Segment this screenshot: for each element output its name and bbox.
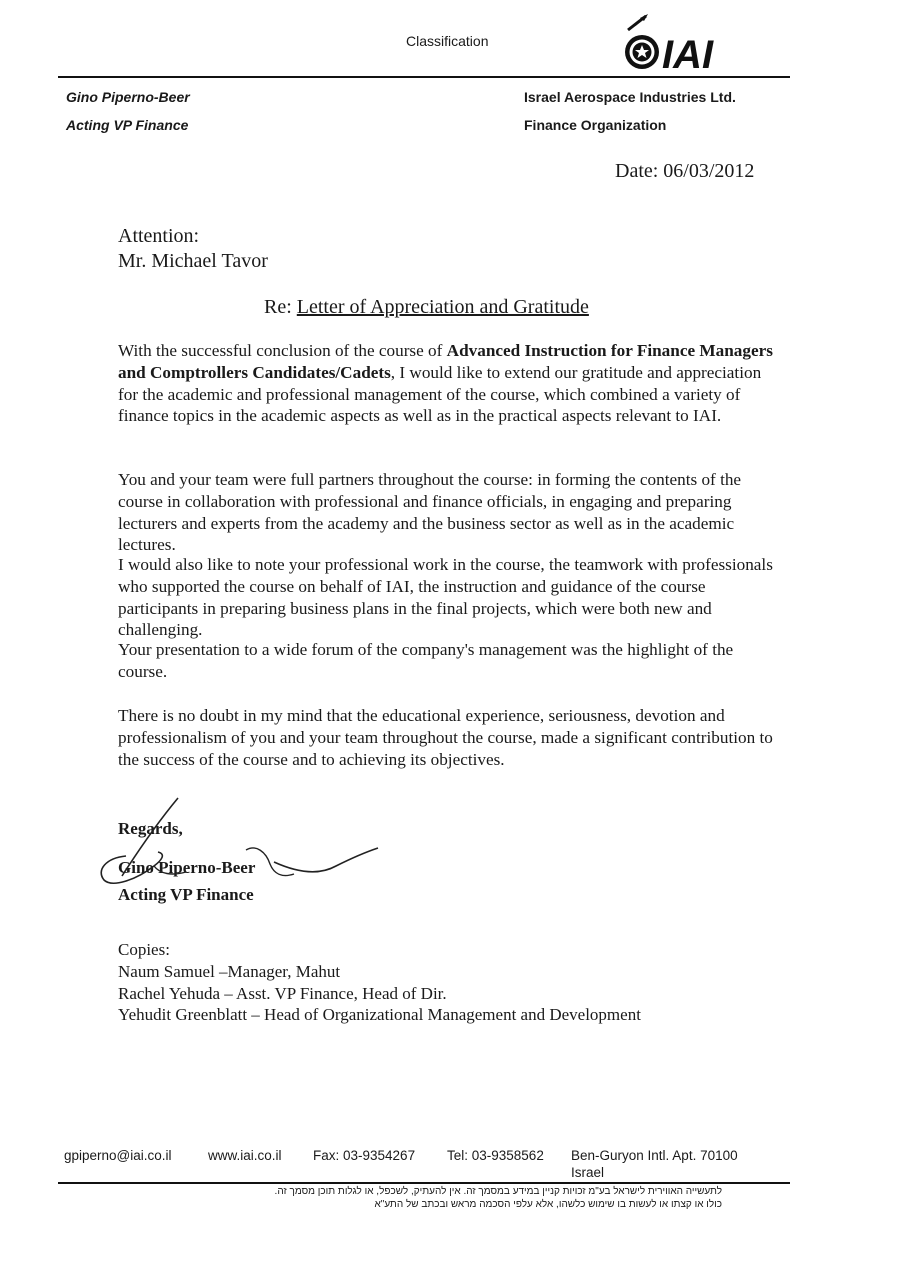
header-divider bbox=[58, 76, 790, 78]
signatory-name: Gino Piperno-Beer bbox=[118, 858, 256, 877]
footer-phone: Tel: 03-9358562 bbox=[447, 1148, 544, 1163]
subject-text: Letter of Appreciation and Gratitude bbox=[296, 296, 589, 318]
logo-text: IAI bbox=[662, 33, 714, 74]
body-paragraph-4: Your presentation to a wide forum of the company's management was the highlight of the course. bbox=[118, 640, 734, 681]
body-paragraph-5: There is no doubt in my mind that the educational experience, seriousness, devotion and professionalism of you and your team throughout the course, made a significant contribution to the success of the course and to achieving its objectives. bbox=[118, 706, 773, 769]
footer-website: www.iai.co.il bbox=[208, 1148, 282, 1163]
body-paragraph-2: You and your team were full partners throughout the course: in forming the contents of the course in collaboration with professional and finance officials, in engaging and preparing lecturers and experts from the academy and the business sector as well as in the academic lectures. bbox=[118, 470, 742, 555]
footer-email: gpiperno@iai.co.il bbox=[64, 1148, 172, 1163]
letter-date: Date: 06/03/2012 bbox=[615, 160, 755, 182]
sender-name: Gino Piperno-Beer bbox=[66, 89, 190, 105]
subject-line bbox=[264, 296, 589, 319]
body-paragraph-1 bbox=[118, 340, 778, 427]
p1-intro: With the successful conclusion of the course of bbox=[118, 341, 447, 360]
copy-recipient: Rachel Yehuda – Asst. VP Finance, Head of Dir. bbox=[118, 984, 447, 1003]
hebrew-notice-line-2: כולו או קצתו או לעשות בו שימוש כלשהו, אלא עלפי הסכמה מראש ובכתב של התע"א bbox=[374, 1199, 722, 1210]
p1-continuation: , I would like to extend our gratitude and appreciation for the academic and professional management of the course, which combined a variety of finance topics in the academic aspects as well as in the practical aspects relevant to IAI. bbox=[118, 362, 762, 426]
footer-fax: Fax: 03-9354267 bbox=[313, 1148, 416, 1163]
subject-prefix: Re: bbox=[264, 296, 292, 318]
classification-label: Classification bbox=[406, 33, 489, 49]
signatory-title: Acting VP Finance bbox=[118, 885, 254, 904]
iai-logo bbox=[618, 10, 728, 74]
course-name: Advanced Instruction for Finance Managers and Comptrollers Candidates/Cadets bbox=[118, 341, 773, 382]
hebrew-notice-line-1: לתעשייה האווירית לישראל בע"מ זכויות קניין במידע במסמך זה. אין להעתיק, לשכפל, או לגלות תוכן מסמך זה. bbox=[274, 1186, 722, 1197]
recipient-name: Mr. Michael Tavor bbox=[118, 250, 268, 272]
footer-divider bbox=[58, 1182, 790, 1184]
footer-address: Ben-Guryon Intl. Apt. 70100 bbox=[571, 1148, 738, 1163]
company-name: Israel Aerospace Industries Ltd. bbox=[524, 89, 736, 105]
handwritten-signature bbox=[96, 792, 381, 892]
footer-country: Israel bbox=[571, 1165, 605, 1180]
copy-recipient: Naum Samuel –Manager, Mahut bbox=[118, 962, 341, 981]
body-paragraph-3: I would also like to note your professional work in the course, the teamwork with professionals who supported the course on behalf of IAI, the instruction and guidance of the course participants in preparing business plans in the final projects, which were both new and challenging. bbox=[118, 555, 773, 640]
copy-recipient: Yehudit Greenblatt – Head of Organizational Management and Development bbox=[118, 1005, 641, 1024]
attention-label: Attention: bbox=[118, 225, 200, 247]
regards-text: Regards, bbox=[118, 819, 183, 838]
company-organization: Finance Organization bbox=[524, 117, 667, 133]
copies-label: Copies: bbox=[118, 940, 170, 959]
sender-title: Acting VP Finance bbox=[66, 117, 189, 133]
